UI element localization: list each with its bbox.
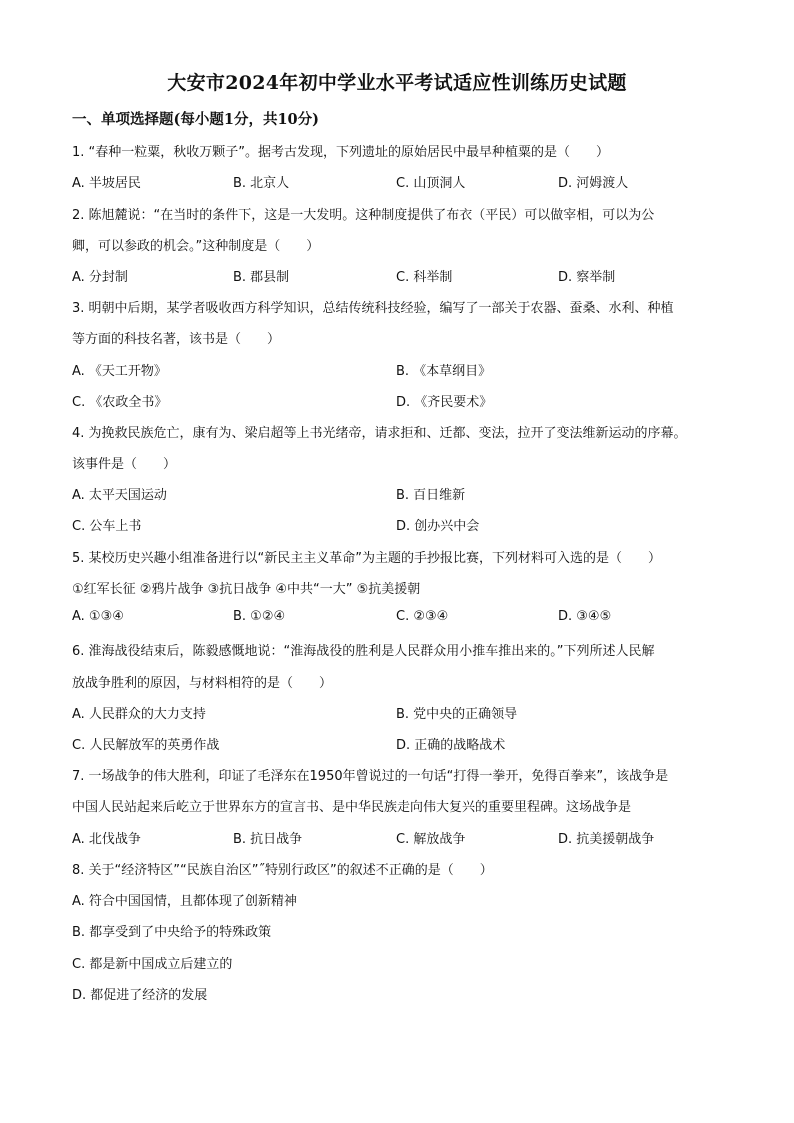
question-2-option-a: A. 分封制 — [72, 270, 128, 285]
question-2-stem-line-2: 卿，可以参政的机会。”这种制度是（ ） — [72, 239, 320, 254]
question-4-option-b: B. 百日维新 — [396, 488, 466, 503]
question-1-option-a: A. 半坡居民 — [72, 176, 141, 191]
question-3-stem-line-1: 3. 明朝中后期，某学者吸收西方科学知识，总结传统科技经验，编写了一部关于农器、蚕桑、水利、种植 — [72, 301, 674, 316]
question-1-option-b: B. 北京人 — [233, 176, 290, 191]
question-3-option-d: D. 《齐民要术》 — [396, 395, 493, 410]
question-7-stem-line-1: 7. 一场战争的伟大胜利，印证了毛泽东在1950年曾说过的一句话“打得一拳开，免得百拳来”，该战争是 — [72, 769, 669, 784]
question-7-option-a: A. 北伐战争 — [72, 832, 141, 847]
question-2-option-d: D. 察举制 — [558, 270, 616, 285]
question-6-option-b: B. 党中央的正确领导 — [396, 707, 518, 722]
question-7-option-b: B. 抗日战争 — [233, 832, 303, 847]
question-6-stem-line-2: 放战争胜利的原因，与材料相符的是（ ） — [72, 676, 333, 691]
question-8-option-c: C. 都是新中国成立后建立的 — [72, 957, 233, 972]
question-5-option-d: D. ③④⑤ — [558, 609, 612, 624]
exam-title: 大安市2024年初中学业水平考试适应性训练历史试题 — [167, 72, 627, 94]
question-8-option-d: D. 都促进了经济的发展 — [72, 988, 208, 1003]
question-6-option-c: C. 人民解放军的英勇作战 — [72, 738, 220, 753]
question-7-option-c: C. 解放战争 — [396, 832, 466, 847]
question-3-option-c: C. 《农政全书》 — [72, 395, 168, 410]
question-8-stem: 8. 关于“经济特区”“民族自治区”˝特别行政区”的叙述不正确的是（ ） — [72, 863, 493, 878]
question-8-option-b: B. 都享受到了中央给予的特殊政策 — [72, 925, 272, 940]
question-7-option-d: D. 抗美援朝战争 — [558, 832, 655, 847]
question-6-stem-line-1: 6. 淮海战役结束后，陈毅感慨地说：“淮海战役的胜利是人民群众用小推车推出来的。”下列所述人民解 — [72, 644, 655, 659]
question-6-option-d: D. 正确的战略战术 — [396, 738, 506, 753]
question-3-option-a: A. 《天工开物》 — [72, 364, 167, 379]
question-5-option-c: C. ②③④ — [396, 609, 449, 624]
question-6-option-a: A. 人民群众的大力支持 — [72, 707, 206, 722]
question-1-option-d: D. 河姆渡人 — [558, 176, 629, 191]
question-5-option-a: A. ①③④ — [72, 609, 124, 624]
question-5-option-b: B. ①②④ — [233, 609, 286, 624]
question-4-stem-line-1: 4. 为挽救民族危亡，康有为、梁启超等上书光绪帝，请求拒和、迁都、变法，拉开了变法维新运动的序幕。 — [72, 426, 687, 441]
question-2-option-b: B. 郡县制 — [233, 270, 290, 285]
question-7-stem-line-2: 中国人民站起来后屹立于世界东方的宣言书、是中华民族走向伟大复兴的重要里程碑。这场战争是 — [72, 800, 632, 815]
question-3-option-b: B. 《本草纲目》 — [396, 364, 492, 379]
question-4-option-d: D. 创办兴中会 — [396, 519, 480, 534]
question-1-option-c: C. 山顶洞人 — [396, 176, 466, 191]
question-5-stem: 5. 某校历史兴趣小组准备进行以“新民主主义革命”为主题的手抄报比赛，下列材料可入选的是（ ） — [72, 551, 662, 566]
question-4-stem-line-2: 该事件是（ ） — [72, 457, 177, 472]
question-3-stem-line-2: 等方面的科技名著，该书是（ ） — [72, 332, 281, 347]
question-5-materials: ①红军长征 ②鸦片战争 ③抗日战争 ④中共“一大” ⑤抗美援朝 — [72, 582, 421, 597]
question-2-option-c: C. 科举制 — [396, 270, 453, 285]
question-2-stem-line-1: 2. 陈旭麓说：“在当时的条件下，这是一大发明。这种制度提供了布衣（平民）可以做宰相，可以为公 — [72, 208, 655, 223]
question-4-option-a: A. 太平天国运动 — [72, 488, 167, 503]
question-1-stem: 1. “春种一粒粟，秋收万颗子”。据考古发现，下列遗址的原始居民中最早种植粟的是（ ） — [72, 145, 610, 160]
question-8-option-a: A. 符合中国国情，且都体现了创新精神 — [72, 894, 297, 909]
question-4-option-c: C. 公车上书 — [72, 519, 142, 534]
section-heading: 一、单项选择题(每小题1分，共10分) — [72, 111, 319, 128]
